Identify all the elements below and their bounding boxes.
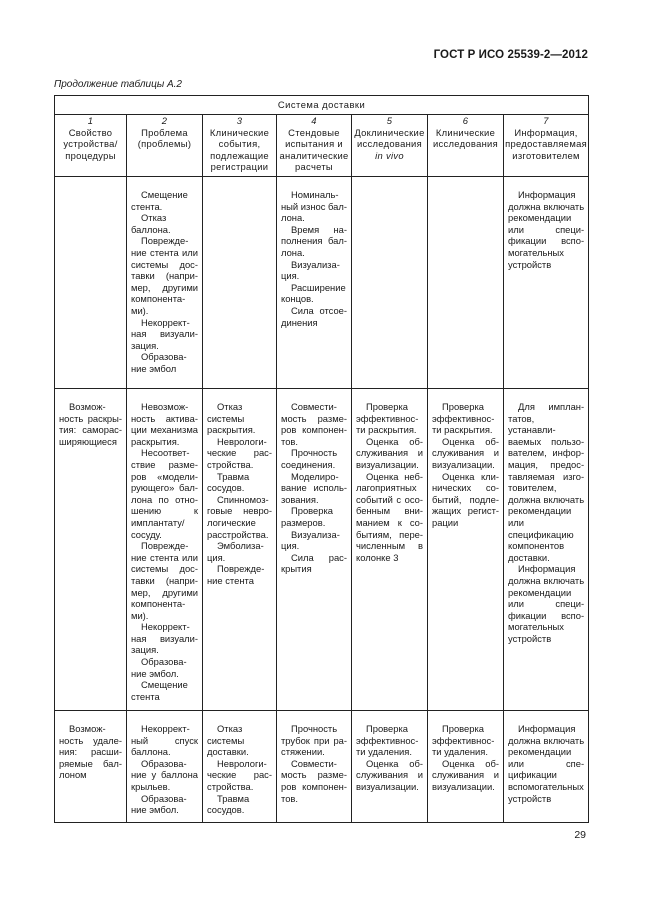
table-cell [55, 389, 127, 711]
system-title: Система доставки [55, 96, 589, 115]
cell-paragraph: Оценка обслуживания и визуализации. [356, 435, 423, 470]
cell-paragraph: Несоответствие размеров «моделирующего» баллона по отношению к имплантату/ сосуду. [131, 447, 198, 540]
cell-paragraph: Некорректный спуск баллона. [131, 723, 198, 758]
table-cell [127, 711, 203, 823]
table-row [55, 711, 589, 823]
table-cell [55, 711, 127, 823]
cell-paragraph: Оценка обслуживания и визуализации. [356, 757, 423, 792]
column-number: 2 [161, 115, 168, 126]
cell-paragraph: Проверка размеров. [281, 505, 333, 528]
column-label: Доклинические исследования [354, 126, 425, 150]
cell-paragraph: Время наполнения баллона. [281, 223, 347, 258]
column-header-4 [277, 115, 352, 177]
column-number: 7 [543, 115, 549, 126]
cell-paragraph: Оценка неблагоприятных событий с особенным вниманием к событиям, перечисленным в колонке 3 [356, 470, 423, 563]
column-number: 1 [87, 115, 94, 126]
cell-paragraph: Спинномозговые неврологические расстройства. [207, 493, 272, 540]
cell-paragraph: Сила отсоединения [281, 304, 347, 328]
column-number: 5 [386, 115, 393, 126]
column-label-italic: in vivo [375, 149, 404, 161]
column-label: Стендовые испытания и аналитические расчеты [279, 126, 349, 173]
cell-paragraph: Информация должна включать рекомендации или спецификации вспомогательных устройств [508, 563, 585, 644]
column-number: 6 [462, 115, 469, 126]
cell-paragraph: Образование эмбол. [131, 792, 187, 816]
cell-paragraph: Моделирование использования. [281, 470, 347, 505]
table-cell [428, 389, 504, 711]
table-cell [277, 389, 352, 711]
column-number: 4 [311, 115, 317, 126]
cell-paragraph: Образование эмбол [131, 351, 187, 374]
table-cell [428, 177, 504, 389]
table-cell [203, 389, 277, 711]
cell-paragraph: Повреждение стента или системы доставки (например, другими компонентами). [131, 235, 198, 316]
cell-paragraph: Информация должна включать рекомендации или спецификации вспомогательных устройств [508, 723, 585, 804]
system-title-row [55, 96, 589, 115]
column-header-1 [55, 115, 127, 177]
cell-paragraph: Проверка эффективности удаления. [356, 723, 419, 758]
table-cell [504, 711, 589, 823]
cell-paragraph: Прочность трубок при растяжении. [281, 723, 347, 758]
column-label: Клинические события, подлежащие регистрации [209, 126, 270, 173]
table-cell [277, 177, 352, 389]
cell-paragraph: Неврологические расстройства. [207, 435, 272, 470]
cell-paragraph: Информация должна включать рекомендации или спецификации вспомогательных устройств [508, 189, 585, 270]
column-number: 3 [236, 115, 243, 126]
cell-paragraph: Возможность удаления: расширяемые баллоном [59, 723, 122, 781]
cell-paragraph: Смещение стента. [131, 189, 188, 212]
cell-paragraph: Некорректная визуализация. [131, 316, 198, 351]
cell-paragraph: Оценка обслуживания и визуализации. [432, 757, 499, 792]
cell-paragraph: Прочность соединения. [281, 447, 338, 470]
cell-paragraph: Проверка эффективности удаления. [432, 723, 495, 758]
table-cell [428, 711, 504, 823]
table-cell [352, 711, 428, 823]
cell-paragraph: Образование эмбол. [131, 656, 187, 679]
cell-paragraph: Оценка клинических событий, подлежащих регистрации [432, 470, 499, 528]
page-number: 29 [574, 829, 586, 841]
cell-paragraph: Визуализация. [281, 258, 340, 282]
table-cell [352, 389, 428, 711]
column-label: Клинические исследования [433, 126, 498, 150]
cell-paragraph: Неврологические расстройства. [207, 757, 272, 792]
cell-paragraph: Расширение концов. [281, 281, 346, 305]
cell-paragraph: Повреждение стента [207, 563, 265, 586]
column-header-6 [428, 115, 504, 177]
cell-paragraph: Совместимость размеров компонентов. [281, 757, 347, 804]
table-cell [352, 177, 428, 389]
column-label: Информация, предоставляемая изготовителем [505, 126, 587, 161]
column-label: Проблема (проблемы) [137, 126, 192, 150]
cell-paragraph: Проверка эффективности раскрытия. [356, 401, 419, 436]
cell-paragraph: Сила раскрытия [281, 551, 347, 575]
cell-paragraph: Номинальный износ баллона. [281, 189, 347, 224]
cell-paragraph: Совместимость размеров компонентов. [281, 401, 347, 447]
cell-paragraph: Проверка эффективности раскрытия. [432, 401, 495, 436]
table-row [55, 177, 589, 389]
column-header-3 [203, 115, 277, 177]
cell-paragraph: Невозможность активaции механизма раскрытия. [131, 401, 198, 447]
table-cell [504, 177, 589, 389]
table-cell [277, 711, 352, 823]
cell-paragraph: Отказ баллона. [131, 212, 171, 235]
cell-paragraph: Смещение стента [131, 679, 188, 702]
cell-paragraph: Для имплантатов, устанавливаемых пользователем, информация, предоставляемая изготовителем, должна включать рекомендации или спецификацию компонентов доставки. [508, 401, 585, 563]
cell-paragraph: Оценка обслуживания и визуализации. [432, 435, 499, 470]
cell-paragraph: Отказ системы раскрытия. [207, 401, 256, 436]
cell-paragraph: Некорректная визуализация. [131, 621, 198, 656]
cell-paragraph: Отказ системы доставки. [207, 723, 249, 758]
column-header-row [55, 115, 589, 177]
cell-paragraph: Травма сосудов. [207, 470, 250, 494]
cell-paragraph: Возможность раскрытия: саморасширяющиеся [59, 401, 122, 447]
column-header-5 [352, 115, 428, 177]
table-cell [504, 389, 589, 711]
requirements-table [54, 95, 589, 823]
cell-paragraph: Повреждение стента или системы доставки (например, другими компонентами). [131, 540, 198, 621]
table-cell [127, 177, 203, 389]
column-label: Свойство устройства/ процедуры [63, 126, 118, 161]
table-cell [55, 177, 127, 389]
table-row [55, 389, 589, 711]
table-cell [127, 389, 203, 711]
column-header-7 [504, 115, 589, 177]
table-cell [203, 711, 277, 823]
column-header-2 [127, 115, 203, 177]
cell-paragraph: Образование у баллона крыльев. [131, 757, 198, 792]
cell-paragraph: Травма сосудов. [207, 792, 250, 816]
document-code: ГОСТ Р ИСО 25539-2—2012 [433, 49, 588, 61]
cell-paragraph: Эмболизация. [207, 540, 264, 563]
table-cell [203, 177, 277, 389]
table-continuation-title: Продолжение таблицы А.2 [54, 79, 182, 90]
cell-paragraph: Визуализация. [281, 528, 340, 552]
